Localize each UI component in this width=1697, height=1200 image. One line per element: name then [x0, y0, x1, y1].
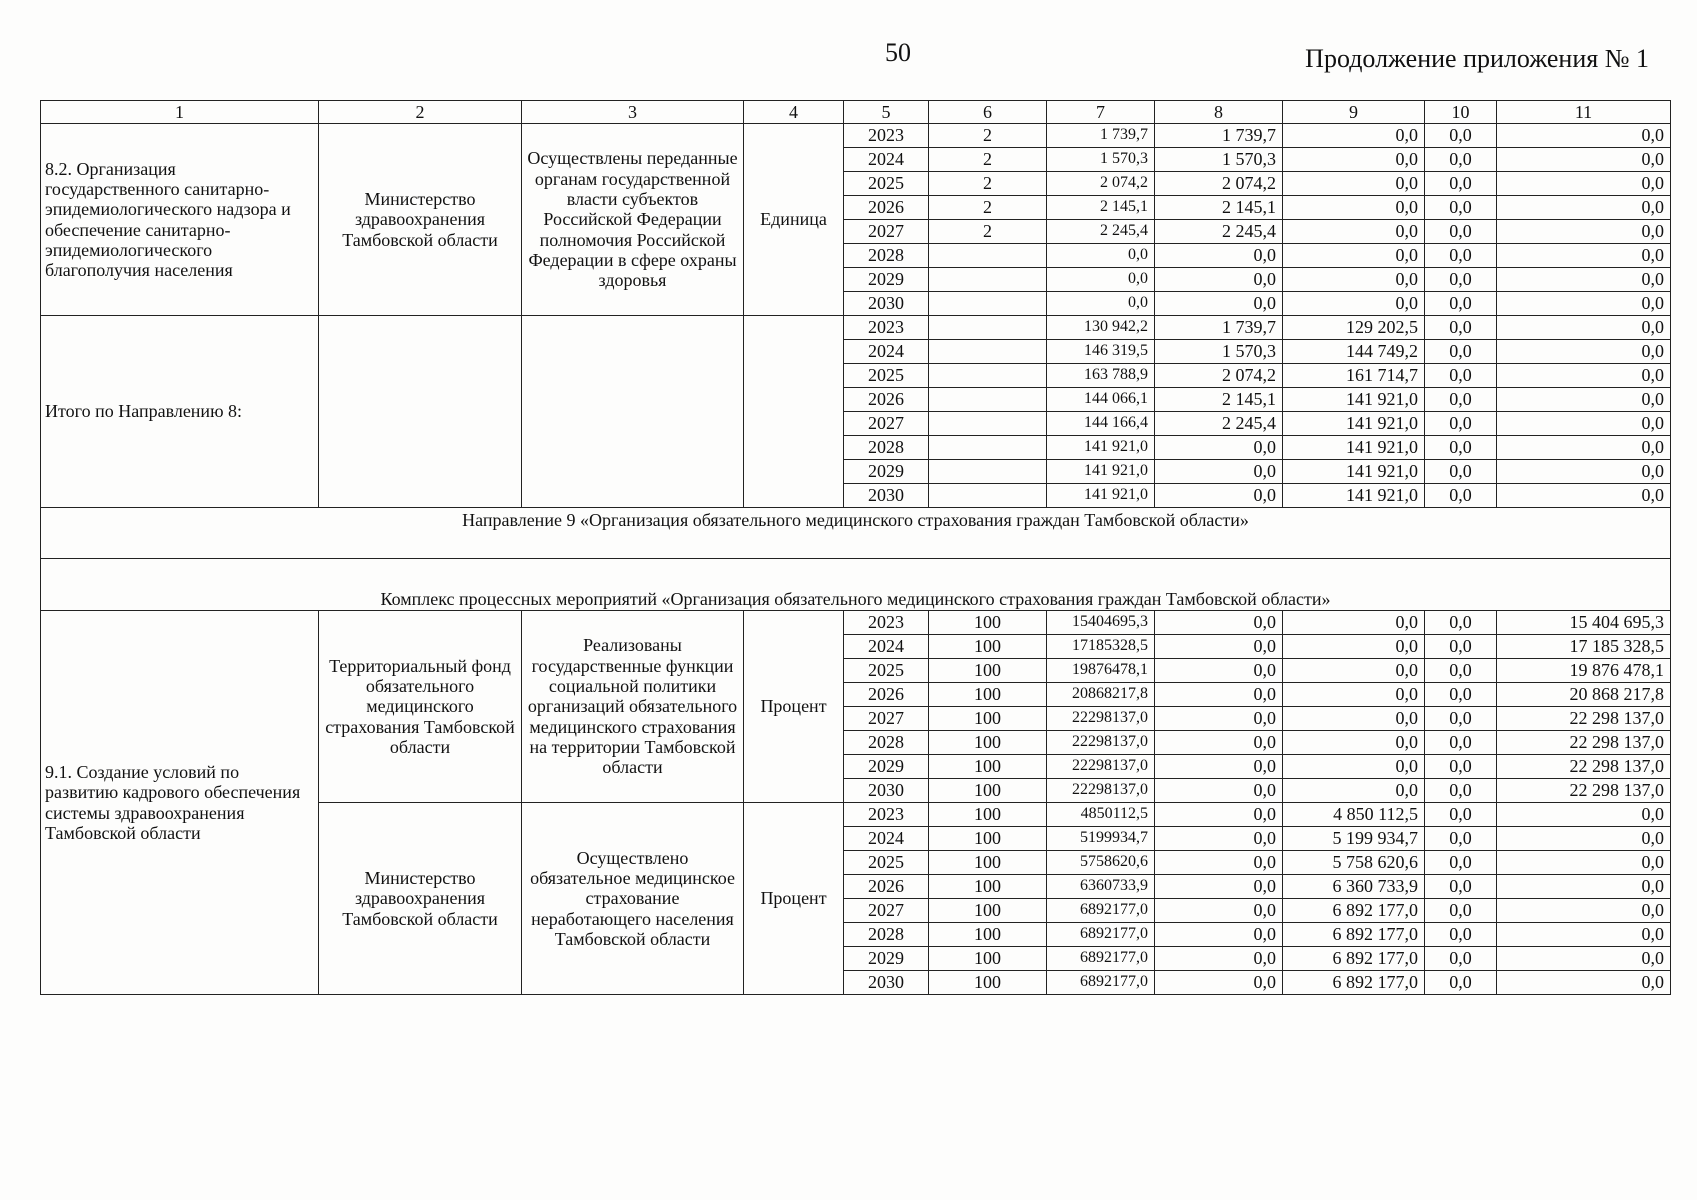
regional-budget-cell: 0,0 [1283, 635, 1425, 659]
extrabudgetary-cell: 0,0 [1497, 340, 1671, 364]
regional-budget-cell: 0,0 [1283, 707, 1425, 731]
local-budget-cell: 0,0 [1425, 412, 1497, 436]
regional-budget-cell: 0,0 [1283, 196, 1425, 220]
extrabudgetary-cell: 15 404 695,3 [1497, 611, 1671, 635]
regional-budget-cell: 129 202,5 [1283, 316, 1425, 340]
total-amount-cell: 5758620,6 [1047, 851, 1155, 875]
process-complex-title: Комплекс процессных мероприятий «Организация обязательного медицинского страхования граждан Тамбовской области» [41, 559, 1671, 611]
federal-budget-cell: 2 145,1 [1155, 196, 1283, 220]
extrabudgetary-cell: 0,0 [1497, 388, 1671, 412]
extrabudgetary-cell: 22 298 137,0 [1497, 731, 1671, 755]
extrabudgetary-cell: 0,0 [1497, 803, 1671, 827]
regional-budget-cell: 0,0 [1283, 148, 1425, 172]
regional-budget-cell: 0,0 [1283, 292, 1425, 316]
total-amount-cell: 1 739,7 [1047, 124, 1155, 148]
column-header: 9 [1283, 101, 1425, 124]
indicator-value-cell: 100 [929, 803, 1047, 827]
total-amount-cell: 20868217,8 [1047, 683, 1155, 707]
federal-budget-cell: 2 074,2 [1155, 364, 1283, 388]
federal-budget-cell: 0,0 [1155, 851, 1283, 875]
total-amount-cell: 22298137,0 [1047, 731, 1155, 755]
column-header: 1 [41, 101, 319, 124]
year-cell: 2030 [844, 779, 929, 803]
section-row [41, 508, 1671, 559]
indicator-value-cell [929, 316, 1047, 340]
extrabudgetary-cell: 0,0 [1497, 947, 1671, 971]
year-cell: 2025 [844, 364, 929, 388]
local-budget-cell: 0,0 [1425, 340, 1497, 364]
regional-budget-cell: 6 892 177,0 [1283, 971, 1425, 995]
regional-budget-cell: 0,0 [1283, 683, 1425, 707]
extrabudgetary-cell: 0,0 [1497, 460, 1671, 484]
unit-cell: Процент [744, 803, 844, 995]
local-budget-cell: 0,0 [1425, 851, 1497, 875]
regional-budget-cell: 141 921,0 [1283, 436, 1425, 460]
total-amount-cell: 146 319,5 [1047, 340, 1155, 364]
year-cell: 2028 [844, 731, 929, 755]
local-budget-cell: 0,0 [1425, 196, 1497, 220]
local-budget-cell: 0,0 [1425, 172, 1497, 196]
regional-budget-cell: 0,0 [1283, 779, 1425, 803]
empty-cell [319, 316, 522, 508]
year-cell: 2024 [844, 148, 929, 172]
local-budget-cell: 0,0 [1425, 707, 1497, 731]
total-label-cell: Итого по Направлению 8: [41, 316, 319, 508]
regional-budget-cell: 0,0 [1283, 244, 1425, 268]
year-cell: 2030 [844, 971, 929, 995]
year-cell: 2023 [844, 316, 929, 340]
extrabudgetary-cell: 0,0 [1497, 899, 1671, 923]
indicator-value-cell: 100 [929, 827, 1047, 851]
total-amount-cell: 0,0 [1047, 292, 1155, 316]
column-header: 4 [744, 101, 844, 124]
extrabudgetary-cell: 22 298 137,0 [1497, 779, 1671, 803]
total-amount-cell: 6360733,9 [1047, 875, 1155, 899]
total-amount-cell: 1 570,3 [1047, 148, 1155, 172]
federal-budget-cell: 2 145,1 [1155, 388, 1283, 412]
indicator-value-cell: 2 [929, 220, 1047, 244]
extrabudgetary-cell: 0,0 [1497, 412, 1671, 436]
local-budget-cell: 0,0 [1425, 803, 1497, 827]
federal-budget-cell: 1 570,3 [1155, 340, 1283, 364]
local-budget-cell: 0,0 [1425, 388, 1497, 412]
federal-budget-cell: 0,0 [1155, 971, 1283, 995]
indicator-value-cell [929, 292, 1047, 316]
extrabudgetary-cell: 0,0 [1497, 316, 1671, 340]
federal-budget-cell: 0,0 [1155, 484, 1283, 508]
year-cell: 2028 [844, 923, 929, 947]
local-budget-cell: 0,0 [1425, 923, 1497, 947]
local-budget-cell: 0,0 [1425, 635, 1497, 659]
indicator-value-cell: 100 [929, 851, 1047, 875]
responsible-executor-cell: Территориальный фонд обязательного медицинского страхования Тамбовской области [319, 611, 522, 803]
total-amount-cell: 141 921,0 [1047, 436, 1155, 460]
column-header: 6 [929, 101, 1047, 124]
column-number-row [41, 101, 1671, 124]
regional-budget-cell: 141 921,0 [1283, 412, 1425, 436]
regional-budget-cell: 5 199 934,7 [1283, 827, 1425, 851]
federal-budget-cell: 0,0 [1155, 659, 1283, 683]
year-cell: 2027 [844, 899, 929, 923]
local-budget-cell: 0,0 [1425, 220, 1497, 244]
unit-cell: Единица [744, 124, 844, 316]
year-cell: 2023 [844, 124, 929, 148]
local-budget-cell: 0,0 [1425, 899, 1497, 923]
year-cell: 2029 [844, 268, 929, 292]
table-row [41, 611, 1671, 635]
year-cell: 2028 [844, 244, 929, 268]
total-amount-cell: 4850112,5 [1047, 803, 1155, 827]
year-cell: 2025 [844, 172, 929, 196]
extrabudgetary-cell: 0,0 [1497, 124, 1671, 148]
unit-cell: Процент [744, 611, 844, 803]
extrabudgetary-cell: 22 298 137,0 [1497, 707, 1671, 731]
regional-budget-cell: 0,0 [1283, 731, 1425, 755]
year-cell: 2023 [844, 803, 929, 827]
indicator-value-cell: 100 [929, 923, 1047, 947]
regional-budget-cell: 141 921,0 [1283, 388, 1425, 412]
federal-budget-cell: 0,0 [1155, 803, 1283, 827]
local-budget-cell: 0,0 [1425, 755, 1497, 779]
indicator-value-cell: 100 [929, 899, 1047, 923]
federal-budget-cell: 1 570,3 [1155, 148, 1283, 172]
local-budget-cell: 0,0 [1425, 268, 1497, 292]
year-cell: 2024 [844, 340, 929, 364]
regional-budget-cell: 6 892 177,0 [1283, 923, 1425, 947]
local-budget-cell: 0,0 [1425, 683, 1497, 707]
local-budget-cell: 0,0 [1425, 827, 1497, 851]
federal-budget-cell: 0,0 [1155, 268, 1283, 292]
column-header: 2 [319, 101, 522, 124]
regional-budget-cell: 6 360 733,9 [1283, 875, 1425, 899]
extrabudgetary-cell: 0,0 [1497, 196, 1671, 220]
federal-budget-cell: 0,0 [1155, 875, 1283, 899]
financing-table [40, 100, 1671, 995]
year-cell: 2026 [844, 875, 929, 899]
year-cell: 2026 [844, 683, 929, 707]
indicator-value-cell: 100 [929, 659, 1047, 683]
indicator-value-cell: 100 [929, 947, 1047, 971]
federal-budget-cell: 1 739,7 [1155, 316, 1283, 340]
extrabudgetary-cell: 20 868 217,8 [1497, 683, 1671, 707]
regional-budget-cell: 0,0 [1283, 172, 1425, 196]
extrabudgetary-cell: 0,0 [1497, 220, 1671, 244]
year-cell: 2029 [844, 947, 929, 971]
appendix-continuation-header: Продолжение приложения № 1 [1305, 44, 1649, 73]
extrabudgetary-cell: 0,0 [1497, 851, 1671, 875]
regional-budget-cell: 4 850 112,5 [1283, 803, 1425, 827]
total-amount-cell: 6892177,0 [1047, 971, 1155, 995]
extrabudgetary-cell: 0,0 [1497, 875, 1671, 899]
local-budget-cell: 0,0 [1425, 292, 1497, 316]
total-amount-cell: 144 066,1 [1047, 388, 1155, 412]
indicator-value-cell: 100 [929, 971, 1047, 995]
regional-budget-cell: 6 892 177,0 [1283, 899, 1425, 923]
regional-budget-cell: 141 921,0 [1283, 484, 1425, 508]
total-amount-cell: 141 921,0 [1047, 484, 1155, 508]
indicator-value-cell: 100 [929, 707, 1047, 731]
result-cell: Осуществлены переданные органам государственной власти субъектов Российской Федерации полномочия Российской Федерации в сфере охраны здоровья [522, 124, 744, 316]
extrabudgetary-cell: 0,0 [1497, 148, 1671, 172]
extrabudgetary-cell: 0,0 [1497, 268, 1671, 292]
federal-budget-cell: 0,0 [1155, 899, 1283, 923]
federal-budget-cell: 0,0 [1155, 707, 1283, 731]
extrabudgetary-cell: 17 185 328,5 [1497, 635, 1671, 659]
total-amount-cell: 5199934,7 [1047, 827, 1155, 851]
year-cell: 2023 [844, 611, 929, 635]
total-amount-cell: 0,0 [1047, 268, 1155, 292]
indicator-value-cell: 100 [929, 875, 1047, 899]
indicator-value-cell: 100 [929, 755, 1047, 779]
indicator-value-cell [929, 436, 1047, 460]
regional-budget-cell: 161 714,7 [1283, 364, 1425, 388]
local-budget-cell: 0,0 [1425, 875, 1497, 899]
column-header: 3 [522, 101, 744, 124]
federal-budget-cell: 2 074,2 [1155, 172, 1283, 196]
extrabudgetary-cell: 0,0 [1497, 436, 1671, 460]
federal-budget-cell: 0,0 [1155, 292, 1283, 316]
federal-budget-cell: 0,0 [1155, 779, 1283, 803]
year-cell: 2029 [844, 460, 929, 484]
local-budget-cell: 0,0 [1425, 460, 1497, 484]
indicator-value-cell: 2 [929, 196, 1047, 220]
indicator-value-cell [929, 388, 1047, 412]
indicator-value-cell [929, 484, 1047, 508]
federal-budget-cell: 2 245,4 [1155, 412, 1283, 436]
federal-budget-cell: 0,0 [1155, 244, 1283, 268]
federal-budget-cell: 0,0 [1155, 436, 1283, 460]
regional-budget-cell: 6 892 177,0 [1283, 947, 1425, 971]
indicator-value-cell [929, 268, 1047, 292]
extrabudgetary-cell: 0,0 [1497, 923, 1671, 947]
regional-budget-cell: 0,0 [1283, 268, 1425, 292]
column-header: 11 [1497, 101, 1671, 124]
measure-name-cell: 9.1. Создание условий по развитию кадрового обеспечения системы здравоохранения Тамбовской области [41, 611, 319, 995]
year-cell: 2030 [844, 292, 929, 316]
table-row [41, 124, 1671, 148]
federal-budget-cell: 1 739,7 [1155, 124, 1283, 148]
year-cell: 2030 [844, 484, 929, 508]
federal-budget-cell: 0,0 [1155, 755, 1283, 779]
total-amount-cell: 141 921,0 [1047, 460, 1155, 484]
result-cell: Осуществлено обязательное медицинское страхование неработающего населения Тамбовской области [522, 803, 744, 995]
indicator-value-cell: 100 [929, 779, 1047, 803]
result-cell: Реализованы государственные функции социальной политики организаций обязательного медицинского страхования на территории Тамбовской области [522, 611, 744, 803]
empty-cell [744, 316, 844, 508]
total-amount-cell: 0,0 [1047, 244, 1155, 268]
federal-budget-cell: 0,0 [1155, 947, 1283, 971]
year-cell: 2025 [844, 851, 929, 875]
indicator-value-cell: 100 [929, 683, 1047, 707]
table-body [41, 101, 1671, 995]
extrabudgetary-cell: 0,0 [1497, 244, 1671, 268]
indicator-value-cell: 100 [929, 731, 1047, 755]
year-cell: 2028 [844, 436, 929, 460]
indicator-value-cell: 100 [929, 611, 1047, 635]
federal-budget-cell: 0,0 [1155, 731, 1283, 755]
total-amount-cell: 2 145,1 [1047, 196, 1155, 220]
indicator-value-cell [929, 244, 1047, 268]
column-header: 7 [1047, 101, 1155, 124]
local-budget-cell: 0,0 [1425, 316, 1497, 340]
direction-9-title: Направление 9 «Организация обязательного медицинского страхования граждан Тамбовской области» [41, 508, 1671, 559]
federal-budget-cell: 0,0 [1155, 923, 1283, 947]
total-amount-cell: 6892177,0 [1047, 947, 1155, 971]
year-cell: 2027 [844, 220, 929, 244]
local-budget-cell: 0,0 [1425, 484, 1497, 508]
extrabudgetary-cell: 22 298 137,0 [1497, 755, 1671, 779]
year-cell: 2025 [844, 659, 929, 683]
federal-budget-cell: 0,0 [1155, 635, 1283, 659]
regional-budget-cell: 141 921,0 [1283, 460, 1425, 484]
empty-cell [522, 316, 744, 508]
indicator-value-cell: 2 [929, 172, 1047, 196]
total-amount-cell: 130 942,2 [1047, 316, 1155, 340]
total-amount-cell: 15404695,3 [1047, 611, 1155, 635]
federal-budget-cell: 2 245,4 [1155, 220, 1283, 244]
local-budget-cell: 0,0 [1425, 947, 1497, 971]
local-budget-cell: 0,0 [1425, 611, 1497, 635]
regional-budget-cell: 144 749,2 [1283, 340, 1425, 364]
column-header: 8 [1155, 101, 1283, 124]
local-budget-cell: 0,0 [1425, 436, 1497, 460]
local-budget-cell: 0,0 [1425, 124, 1497, 148]
federal-budget-cell: 0,0 [1155, 611, 1283, 635]
extrabudgetary-cell: 0,0 [1497, 292, 1671, 316]
local-budget-cell: 0,0 [1425, 779, 1497, 803]
total-amount-cell: 19876478,1 [1047, 659, 1155, 683]
indicator-value-cell [929, 364, 1047, 388]
responsible-executor-cell: Министерство здравоохранения Тамбовской области [319, 803, 522, 995]
local-budget-cell: 0,0 [1425, 659, 1497, 683]
section-row [41, 559, 1671, 611]
year-cell: 2027 [844, 707, 929, 731]
extrabudgetary-cell: 0,0 [1497, 827, 1671, 851]
regional-budget-cell: 0,0 [1283, 659, 1425, 683]
local-budget-cell: 0,0 [1425, 244, 1497, 268]
indicator-value-cell: 2 [929, 148, 1047, 172]
regional-budget-cell: 0,0 [1283, 220, 1425, 244]
indicator-value-cell: 2 [929, 124, 1047, 148]
indicator-value-cell [929, 340, 1047, 364]
regional-budget-cell: 0,0 [1283, 755, 1425, 779]
year-cell: 2026 [844, 388, 929, 412]
extrabudgetary-cell: 0,0 [1497, 364, 1671, 388]
indicator-value-cell [929, 412, 1047, 436]
federal-budget-cell: 0,0 [1155, 827, 1283, 851]
total-amount-cell: 6892177,0 [1047, 923, 1155, 947]
local-budget-cell: 0,0 [1425, 364, 1497, 388]
local-budget-cell: 0,0 [1425, 971, 1497, 995]
extrabudgetary-cell: 19 876 478,1 [1497, 659, 1671, 683]
year-cell: 2024 [844, 635, 929, 659]
responsible-executor-cell: Министерство здравоохранения Тамбовской области [319, 124, 522, 316]
total-amount-cell: 6892177,0 [1047, 899, 1155, 923]
indicator-value-cell: 100 [929, 635, 1047, 659]
extrabudgetary-cell: 0,0 [1497, 971, 1671, 995]
year-cell: 2024 [844, 827, 929, 851]
federal-budget-cell: 0,0 [1155, 683, 1283, 707]
measure-name-cell: 8.2. Организация государственного санитарно-эпидемиологического надзора и обеспечение санитарно-эпидемиологического благополучия населения [41, 124, 319, 316]
total-amount-cell: 2 245,4 [1047, 220, 1155, 244]
total-amount-cell: 144 166,4 [1047, 412, 1155, 436]
extrabudgetary-cell: 0,0 [1497, 172, 1671, 196]
indicator-value-cell [929, 460, 1047, 484]
total-amount-cell: 2 074,2 [1047, 172, 1155, 196]
extrabudgetary-cell: 0,0 [1497, 484, 1671, 508]
regional-budget-cell: 0,0 [1283, 124, 1425, 148]
local-budget-cell: 0,0 [1425, 148, 1497, 172]
column-header: 10 [1425, 101, 1497, 124]
local-budget-cell: 0,0 [1425, 731, 1497, 755]
total-amount-cell: 22298137,0 [1047, 779, 1155, 803]
column-header: 5 [844, 101, 929, 124]
total-amount-cell: 22298137,0 [1047, 755, 1155, 779]
total-amount-cell: 17185328,5 [1047, 635, 1155, 659]
total-amount-cell: 163 788,9 [1047, 364, 1155, 388]
federal-budget-cell: 0,0 [1155, 460, 1283, 484]
year-cell: 2029 [844, 755, 929, 779]
page-number: 50 [885, 38, 911, 67]
regional-budget-cell: 0,0 [1283, 611, 1425, 635]
regional-budget-cell: 5 758 620,6 [1283, 851, 1425, 875]
year-cell: 2027 [844, 412, 929, 436]
total-amount-cell: 22298137,0 [1047, 707, 1155, 731]
table-row [41, 316, 1671, 340]
year-cell: 2026 [844, 196, 929, 220]
